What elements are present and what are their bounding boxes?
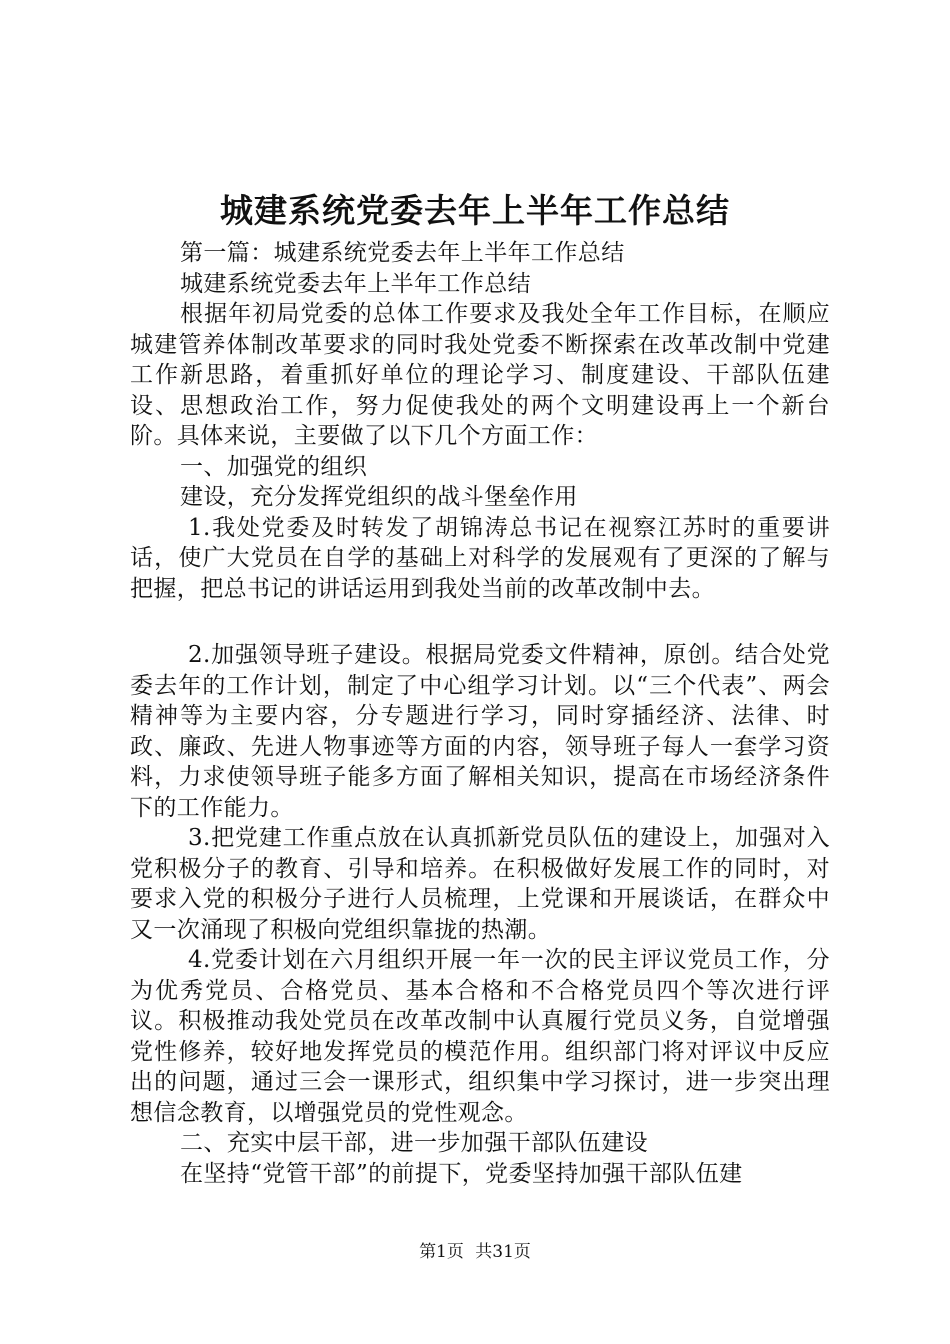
heading-one-continued: 建设，充分发挥党组织的战斗堡垒作用 [180, 484, 578, 510]
item-paragraph-4: 4.党委计划在六月组织开展一年一次的民主评议党员工作，分为优秀党员、合格党员、基本合格和不合格党员四个等次进行评议。积极推动我处党员在改革改制中认真履行党员义务，自觉增强党性修养，较好地发挥党员的模范作用。组织部门将对评议中反应出的问题，通过三会一课形式，组织集中学习探讨，进一步突出理想信念教育，以增强党员的党性观念。 [130, 947, 830, 1126]
page-total: 共31页 [475, 1242, 531, 1262]
page-footer [0, 1240, 950, 1264]
heading-two: 二、充实中层干部，进一步加强干部队伍建设 [180, 1130, 648, 1156]
item-paragraph-2: 2.加强领导班子建设。根据局党委文件精神，原创。结合处党委去年的工作计划，制定了中心组学习计划。以“三个代表”、两会精神等为主要内容，分专题进行学习，同时穿插经济、法律、时政、廉政、先进人物事迹等方面的内容，领导班子每人一套学习资料，力求使领导班子能多方面了解相关知识，提高在市场经济条件下的工作能力。 [130, 642, 830, 821]
document-title: 城建系统党委去年上半年工作总结 [220, 191, 730, 230]
subtitle: 城建系统党委去年上半年工作总结 [180, 270, 531, 297]
heading-one: 一、加强党的组织 [180, 453, 368, 480]
item-paragraph-3: 3.把党建工作重点放在认真抓新党员队伍的建设上，加强对入党积极分子的教育、引导和培养。在积极做好发展工作的同时，对要求入党的积极分子进行人员梳理，上党课和开展谈话，在群众中又一次涌现了积极向党组织靠拢的热潮。 [130, 825, 830, 943]
document-body [130, 238, 830, 1189]
item-paragraph-1: 1.我处党委及时转发了胡锦涛总书记在视察江苏时的重要讲话，使广大党员在自学的基础上对科学的发展观有了更深的了解与把握，把总书记的讲话运用到我处当前的改革改制中去。 [130, 514, 830, 602]
paragraph-gap [130, 604, 830, 640]
intro-paragraph: 根据年初局党委的总体工作要求及我处全年工作目标，在顺应城建管养体制改革要求的同时我处党委不断探索在改革改制中党建工作新思路，着重抓好单位的理论学习、制度建设、干部队伍建设、思想政治工作，努力促使我处的两个文明建设再上一个新台阶。具体来说，主要做了以下几个方面工作： [130, 301, 830, 449]
section-heading: 第一篇：城建系统党委去年上半年工作总结 [180, 240, 625, 266]
page-number: 第1页 [419, 1242, 464, 1262]
paragraph-continued: 在坚持“党管干部”的前提下，党委坚持加强干部队伍建 [180, 1160, 743, 1187]
